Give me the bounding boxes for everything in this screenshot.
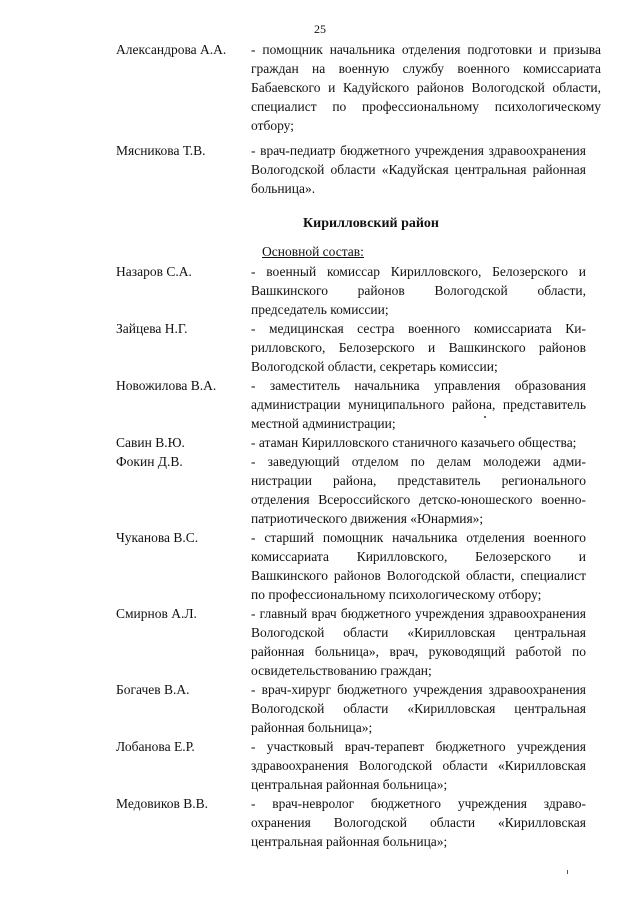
member-entry: [116, 737, 586, 794]
member-entry: [116, 141, 586, 198]
member-description: - старший помощник начальника отделения военного комиссариата Кирилловского, Белозерского и Вашкинского районов Вологодской области, специалист по профессиональному психологическому отбору;: [251, 530, 586, 602]
member-description: - военный комиссар Кирилловского, Белозерского и Вашкинского районов Вологодской области, председатель комиссии;: [251, 264, 586, 317]
member-name: Савин В.Ю.: [116, 435, 185, 450]
member-description: - заведующий отделом по делам молодежи администрации района, представитель регионального отделения Всероссийского детско-юношеского военно-патриотического движения «Юнармия»;: [251, 454, 586, 526]
section-title: Кирилловский район: [303, 216, 439, 231]
member-description: - заместитель начальника управления образования администрации муниципального района, представитель местной администрации;: [251, 378, 586, 431]
member-name: Чуканова В.С.: [116, 530, 199, 545]
member-entry: [116, 794, 586, 851]
member-name: Новожилова В.А.: [116, 378, 217, 393]
member-entry: [116, 40, 601, 135]
member-entry: [116, 376, 586, 433]
member-description: - врач-невролог бюджетного учреждения здравоохранения Вологодской области «Кирилловская центральная районная больница»;: [251, 796, 586, 849]
member-entry: [116, 680, 586, 737]
member-description: - главный врач бюджетного учреждения здравоохранения Вологодской области «Кирилловская центральная районная больница», врач, руководящий работой по освидетельствованию граждан;: [251, 606, 586, 678]
member-description: - врач-педиатр бюджетного учреждения здравоохранения Вологодской области «Кадуйская центральная районная больница».: [251, 143, 586, 196]
document-body: [116, 40, 601, 851]
member-name: Богачев В.А.: [116, 682, 190, 697]
scan-artifact: [484, 416, 486, 418]
member-entry: [116, 528, 586, 604]
member-entry: [116, 604, 586, 680]
member-entry: [116, 262, 586, 319]
member-entry: [116, 433, 586, 452]
member-description: - атаман Кирилловского станичного казачьего общества;: [251, 435, 577, 450]
member-description: - врач-хирург бюджетного учреждения здравоохранения Вологодской области «Кирилловская центральная районная больница»;: [251, 682, 586, 735]
member-entry: [116, 319, 586, 376]
member-name: Смирнов А.Л.: [116, 606, 197, 621]
page-number: 25: [314, 22, 326, 36]
member-name: Медовиков В.В.: [116, 796, 208, 811]
member-name: Фокин Д.В.: [116, 454, 183, 469]
member-description: - участковый врач-терапевт бюджетного учреждения здравоохранения Вологодской области «Кирилловская центральная районная больница»;: [251, 739, 586, 792]
member-description: - помощник начальника отделения подготовки и призыва граждан на военную службу военного комиссариата Бабаевского и Кадуйского районов Вологодской области, специалист по профессиональному психологическому отбору;: [251, 42, 601, 133]
member-name: Мясникова Т.В.: [116, 143, 206, 158]
member-description: - медицинская сестра военного комиссариата Кирилловского, Белозерского и Вашкинского районов Вологодской области, секретарь комиссии;: [251, 321, 586, 374]
scan-artifact: [567, 870, 568, 874]
member-name: Назаров С.А.: [116, 264, 192, 279]
member-name: Зайцева Н.Г.: [116, 321, 188, 336]
member-name: Лобанова Е.Р.: [116, 739, 195, 754]
member-name: Александрова А.А.: [116, 42, 227, 57]
member-entry: [116, 452, 586, 528]
subsection-title: Основной состав:: [262, 244, 364, 259]
